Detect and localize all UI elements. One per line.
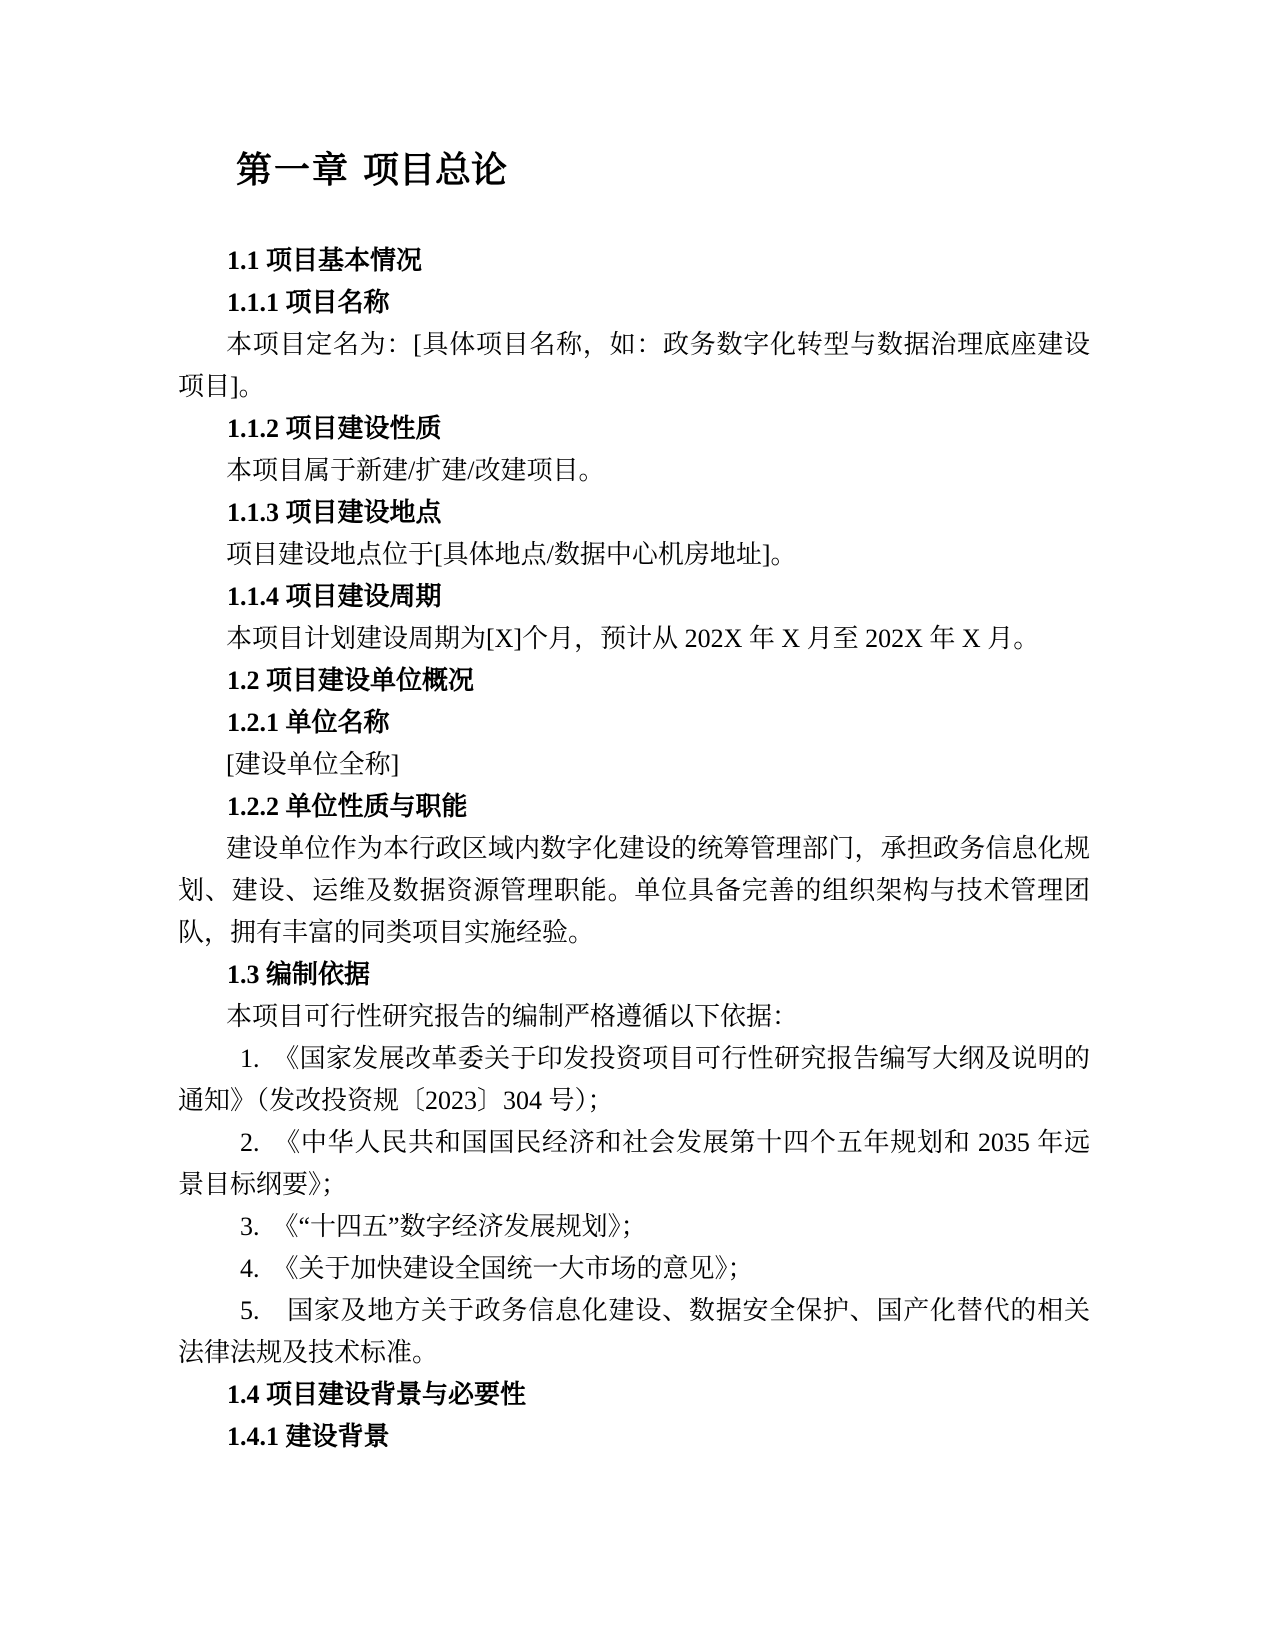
list-item: 1. 《国家发展改革委关于印发投资项目可行性研究报告编写大纲及说明的通知》（发改投资规〔2023〕304 号）； [178, 1044, 1090, 1115]
subsection-heading: 1.1.2 项目建设性质 [227, 414, 442, 443]
list-item: 2. 《中华人民共和国国民经济和社会发展第十四个五年规划和 2035 年远景目标纲要》； [178, 1128, 1090, 1199]
subsection-heading: 1.2.2 单位性质与职能 [227, 792, 468, 821]
paragraph: [建设单位全称] [226, 750, 400, 779]
subsection-heading: 1.2.1 单位名称 [227, 708, 390, 737]
subsection-heading: 1.4.1 建设背景 [227, 1422, 390, 1451]
section-heading: 1.1 项目基本情况 [227, 246, 423, 275]
paragraph: 本项目定名为：[具体项目名称，如：政务数字化转型与数据治理底座建设项目]。 [178, 330, 1090, 401]
paragraph: 项目建设地点位于[具体地点/数据中心机房地址]。 [226, 540, 797, 569]
list-item: 3. 《“十四五”数字经济发展规划》； [240, 1212, 647, 1241]
section-heading: 1.4 项目建设背景与必要性 [227, 1380, 527, 1409]
chapter-title [236, 146, 1090, 194]
chapter-name: 项目总论 [363, 150, 508, 190]
chapter-number: 第一章 [236, 149, 351, 190]
paragraph: 建设单位作为本行政区域内数字化建设的统筹管理部门，承担政务信息化规划、建设、运维及数据资源管理职能。单位具备完善的组织架构与技术管理团队，拥有丰富的同类项目实施经验。 [178, 834, 1090, 947]
subsection-heading: 1.1.3 项目建设地点 [227, 498, 442, 527]
subsection-heading: 1.1.4 项目建设周期 [227, 582, 442, 611]
document-body [178, 240, 1090, 1458]
list-item: 5. 国家及地方关于政务信息化建设、数据安全保护、国产化替代的相关法律法规及技术标准。 [178, 1296, 1090, 1367]
section-heading: 1.3 编制依据 [227, 960, 371, 989]
subsection-heading: 1.1.1 项目名称 [227, 288, 390, 317]
paragraph: 本项目可行性研究报告的编制严格遵循以下依据： [226, 1002, 799, 1031]
list-item: 4. 《关于加快建设全国统一大市场的意见》； [240, 1254, 754, 1283]
paragraph: 本项目计划建设周期为[X]个月，预计从 202X 年 X 月至 202X 年 X 月。 [226, 624, 1040, 653]
section-heading: 1.2 项目建设单位概况 [227, 666, 475, 695]
paragraph: 本项目属于新建/扩建/改建项目。 [226, 456, 605, 485]
